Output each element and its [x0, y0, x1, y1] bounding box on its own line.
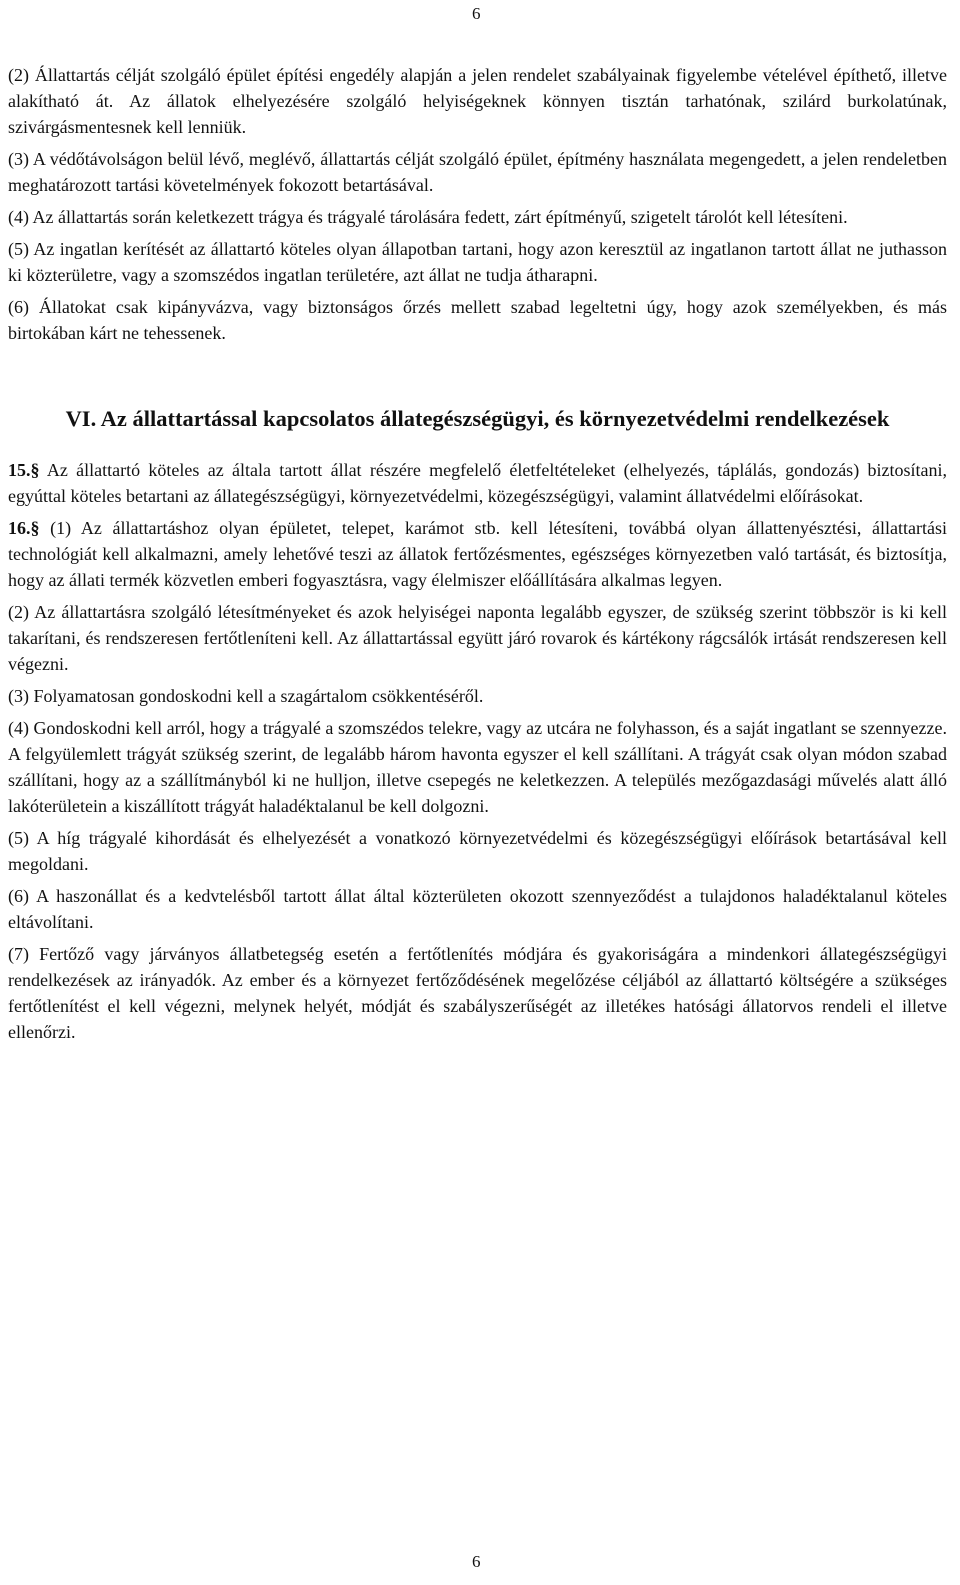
paragraph-5: (5) Az ingatlan kerítését az állattartó köteles olyan állapotban tartani, hogy azon keresztül az ingatlanon tartott állat ne juthasson ki közterületre, vagy a szomszédos ingatlan területére, azt állat ne tudja átharapni. — [8, 239, 947, 285]
paragraph-2: (2) Állattartás célját szolgáló épület építési engedély alapján a jelen rendelet szabályainak figyelembe vételével építhető, illetve alakítható át. Az állatok elhelyezésére szolgáló helyiségeknek könnyen tisztán tarhatónak, szilárd burkolatúnak, szivárgásmentesnek kell lenniük. — [8, 65, 947, 137]
section-16-paragraph-3: (3) Folyamatosan gondoskodni kell a szagártalom csökkentéséről. — [8, 686, 484, 706]
chapter-title: Az állattartással kapcsolatos állategészségügyi, és környezetvédelmi rendelkezések — [100, 406, 890, 431]
section-16-paragraph-2: (2) Az állattartásra szolgáló létesítményeket és azok helyiségei naponta legalább egyszer, de szükség szerint többször is ki kell takarítani, és rendszeresen fertőtleníteni kell. Az állattartással együtt járó rovarok és kártékony rágcsálók irtását rendszeresen kell végezni. — [8, 602, 947, 674]
section-16-text: (1) Az állattartáshoz olyan épületet, telepet, karámot stb. kell létesíteni, továbbá olyan állattenyésztési, állattartási technológiát kell alkalmazni, amely lehetővé teszi az állatok fertőzésmentes, egészséges környezetben való tartását, és biztosítja, hogy az állati termék közvetlen emberi fogyasztásra, vagy élelmiszer előállítására alkalmas legyen. — [8, 518, 947, 590]
section-15-number: 15.§ — [8, 460, 40, 480]
paragraph-4: (4) Az állattartás során keletkezett trágya és trágyalé tárolására fedett, zárt építményű, szigetelt tárolót kell létesíteni. — [8, 207, 848, 227]
page-number-bottom: 6 — [472, 1552, 481, 1571]
section-16-paragraph-5: (5) A híg trágyalé kihordását és elhelyezését a vonatkozó környezetvédelmi és közegészségügyi előírások betartásával kell megoldani. — [8, 828, 947, 874]
section-16-paragraph-1 — [8, 515, 947, 593]
section-16-number: 16.§ — [8, 518, 40, 538]
chapter-heading — [8, 402, 947, 435]
section-15 — [8, 457, 947, 509]
section-16-paragraph-4: (4) Gondoskodni kell arról, hogy a trágyalé a szomszédos telekre, vagy az utcára ne folyhasson, és a saját ingatlant se szennyezze. A felgyülemlett trágyát szükség szerint, de legalább három havonta egyszer el kell szállítani. A trágyát csak olyan módon szabad szállítani, hogy az a szállítmányból ki ne hulljon, illetve csepegés ne keletkezzen. A település mezőgazdasági művelés alatt álló lakóterületein a kiszállított trágyát haladéktalanul be kell dolgozni. — [8, 718, 947, 816]
paragraph-6: (6) Állatokat csak kipányvázva, vagy biztonságos őrzés mellett szabad legeltetni úgy, hogy azok személyekben, és más birtokában kárt ne tehessenek. — [8, 297, 947, 343]
section-15-text: Az állattartó köteles az általa tartott állat részére megfelelő életfeltételeket (elhelyezés, táplálás, gondozás) biztosítani, egyúttal köteles betartani az állategészségügyi, környezetvédelmi, közegészségügyi, valamint állatvédelmi előírásokat. — [8, 460, 947, 506]
chapter-number: VI. — [65, 406, 97, 431]
section-16-paragraph-7: (7) Fertőző vagy járványos állatbetegség esetén a fertőtlenítés módjára és gyakoriságára a mindenkori állategészségügyi rendelkezések az irányadók. Az ember és a környezet fertőződésének megelőzése céljából az állattartó költségére a szükséges fertőtlenítést el kell végezni, melynek helyét, módját és szabályszerűségét az illetékes hatósági állatorvos rendeli el illetve ellenőrzi. — [8, 944, 947, 1042]
section-16-paragraph-6: (6) A haszonállat és a kedvtelésből tartott állat által közterületen okozott szennyeződést a tulajdonos haladéktalanul köteles eltávolítani. — [8, 886, 947, 932]
paragraph-3: (3) A védőtávolságon belül lévő, meglévő, állattartás célját szolgáló épület, építmény használata megengedett, a jelen rendeletben meghatározott tartási követelmények fokozott betartásával. — [8, 149, 947, 195]
document-body — [8, 62, 947, 1051]
page-number-top: 6 — [472, 4, 481, 23]
spacer — [8, 352, 947, 402]
